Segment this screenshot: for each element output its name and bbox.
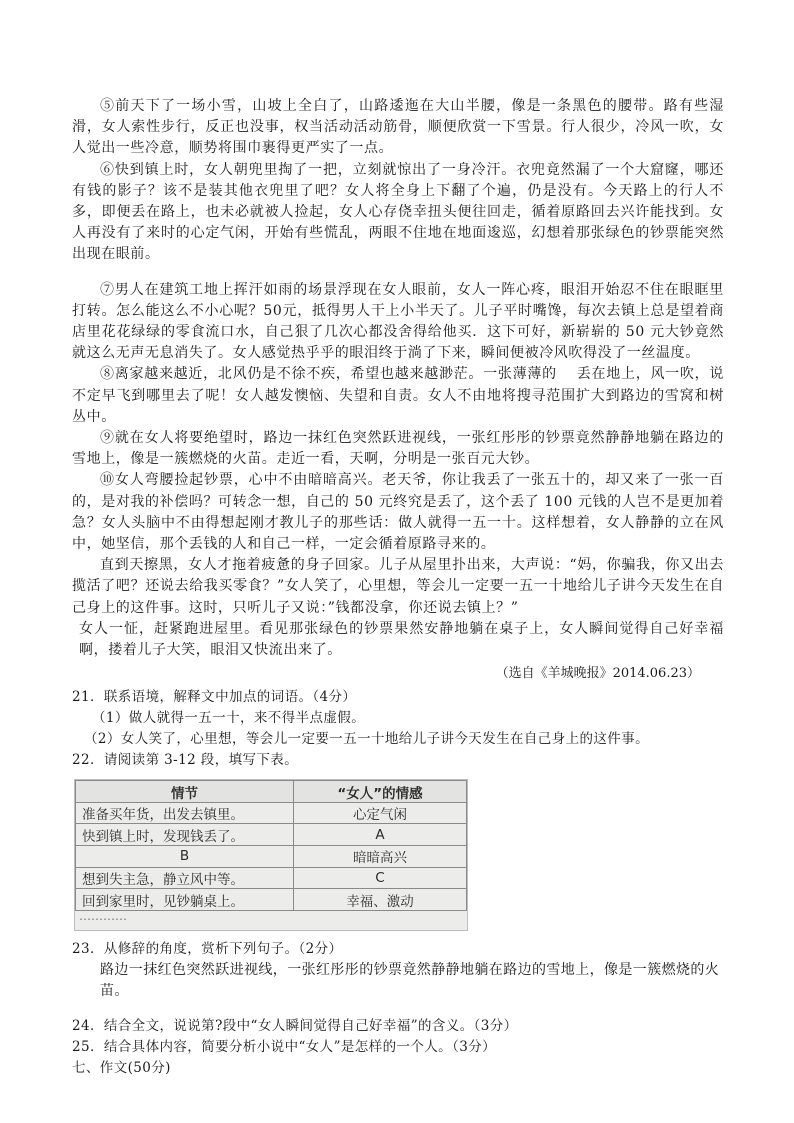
- table-cut-off-text: …………: [79, 910, 127, 921]
- story-paragraph-12: 女人一怔，赶紧跑进屋里。看见那张绿色的钞票果然安静地躺在桌子上，女人瞬间觉得自己好幸福啊，搂着儿子大笑，眼泪又快流出来了。: [79, 620, 724, 659]
- table-row: [76, 824, 467, 846]
- plot-emotion-table-image: [74, 779, 468, 931]
- table-cell-emotion: 暗暗高兴: [294, 846, 467, 868]
- table-cell-emotion: A: [294, 824, 467, 846]
- story-source: （选自《羊城晚报》2014.06.23）: [495, 666, 700, 682]
- table-cell-emotion: 幸福、激动: [294, 889, 467, 911]
- table-cell-plot: B: [76, 846, 294, 868]
- story-paragraph-9: ⑨就在女人将要绝望时，路边一抹红色突然跃进视线，一张红彤彤的钞票竟然静静地躺在路边的雪地上，像是一簇燃烧的火苗。走近一看，天啊，分明是一张百元大钞。: [72, 430, 724, 468]
- question-24: 24．结合全文，说说第?段中“女人瞬间觉得自己好幸福”的含义。（3分）: [72, 1018, 518, 1035]
- question-25: 25．结合具体内容，简要分析小说中“女人”是怎样的一个人。（3分）: [72, 1039, 497, 1056]
- exam-page: [72, 96, 724, 1079]
- question-21: 21．联系语境，解释文中加点的词语。（4分）: [72, 689, 357, 706]
- question-21-item-1: （1）做人就得一五一十，来不得半点虚假。: [92, 710, 366, 727]
- table-row: [76, 802, 467, 824]
- table-header-row: [76, 781, 467, 803]
- table-header-emotion: “女人”的情感: [294, 781, 467, 803]
- story-paragraph-8: ⑧离家越来越近，北风仍是不徐不疾，希望也越来越渺茫。一张薄薄的 丢在地上，风一吹，说不定早飞到哪里去了呢！女人越发懊恼、失望和自责。女人不由地将搜寻范围扩大到路边的雪窝和树丛中。: [72, 366, 724, 425]
- table-row: [76, 867, 467, 889]
- section-7-composition: 七、作文(50分): [72, 1060, 171, 1077]
- table-cell-plot: 回到家里时，见钞躺桌上。: [76, 889, 294, 911]
- table-cell-plot: 想到失主急，静立风中等。: [76, 867, 294, 889]
- table-cell-plot: 准备买年货，出发去镇里。: [76, 802, 294, 824]
- paragraph-gap: [72, 266, 724, 280]
- question-21-item-2: （2）女人笑了，心里想，等会儿一定要一五一十地给儿子讲今天发生在自己身上的这件事。: [84, 731, 649, 748]
- question-gap: [72, 1002, 724, 1016]
- story-paragraph-5: ⑤前天下了一场小雪，山坡上全白了，山路逶迤在大山半腰，像是一条黑色的腰带。路有些湿滑，女人索性步行，反正也没事，权当活动活动筋骨，顺便欣赏一下雪景。行人很少，冷风一吹，女人觉出一些冷意，顺势将围巾裹得更严实了一点。: [72, 98, 724, 157]
- table-header-plot: 情节: [76, 781, 294, 803]
- table-cell-plot: 快到镇上时，发现钱丢了。: [76, 824, 294, 846]
- plot-emotion-table: [75, 780, 467, 911]
- story-paragraph-7: ⑦男人在建筑工地上挥汗如雨的场景浮现在女人眼前，女人一阵心疼，眼泪开始忍不住在眼眶里打转。怎么能这么不小心呢？50元，抵得男人干上小半天了。儿子平时嘴馋，每次去镇上总是望着商店里花花绿绿的零食流口水，自己狠了几次心都没舍得给他买．这下可好，新崭崭的 50 元大钞竟然就这么无声无息消失了。女人感觉热乎乎的眼泪终于淌了下来，瞬间便被冷风吹得没了一丝温度。: [72, 281, 724, 362]
- table-cell-emotion: C: [294, 867, 467, 889]
- table-cell-emotion: 心定气闲: [294, 802, 467, 824]
- story-paragraph-11: 直到天擦黑，女人才拖着疲惫的身子回家。儿子从屋里扑出来，大声说：“妈，你骗我，你又出去揽活了吧？还说去给我买零食？”女人笑了，心里想，等会儿一定要一五一十地给儿子讲今天发生在自己身上的这件事。这时，只听儿子又说：”钱都没拿，你还说去镇上？”: [72, 557, 724, 616]
- question-23: 23．从修辞的角度，赏析下列句子。（2分）: [72, 941, 343, 958]
- question-23-sentence: 路边一抹红色突然跃进视线，一张红彤彤的钞票竟然静静地躺在路边的雪地上，像是一簇燃烧的火苗。: [100, 962, 720, 1000]
- story-paragraph-10: ⑩女人弯腰捡起钞票，心中不由暗暗高兴。老天爷，你让我丢了一张五十的，却又来了一张一百的，是对我的补偿吗？可转念一想，自己的 50 元终究是丢了，这个丢了 100 元钱的人岂不是更加着急？女人头脑中不由得想起刚才教儿子的那些话：做人就得一五一十。这样想着，女人静静的立在风中，她坚信，那个丢钱的人和自己一样，一定会循着原路寻来的。: [72, 472, 724, 553]
- question-22: 22．请阅读第 3-12 段，填写下表。: [72, 752, 299, 769]
- table-row: [76, 889, 467, 911]
- table-row: [76, 846, 467, 868]
- story-paragraph-6: ⑥快到镇上时，女人朝兜里掏了一把，立刻就惊出了一身冷汗。衣兜竟然漏了一个大窟窿，哪还有钱的影子？该不是装其他衣兜里了吧？女人将全身上下翻了个遍，仍是没有。今天路上的行人不多，即便丢在路上，也未必就被人捡起，女人心存侥幸扭头便往回走，循着原路回去兴许能找到。女人再没有了来时的心定气闲，开始有些慌乱，两眼不住地在地面逡巡，幻想着那张绿色的钞票能突然出现在眼前。: [72, 161, 724, 263]
